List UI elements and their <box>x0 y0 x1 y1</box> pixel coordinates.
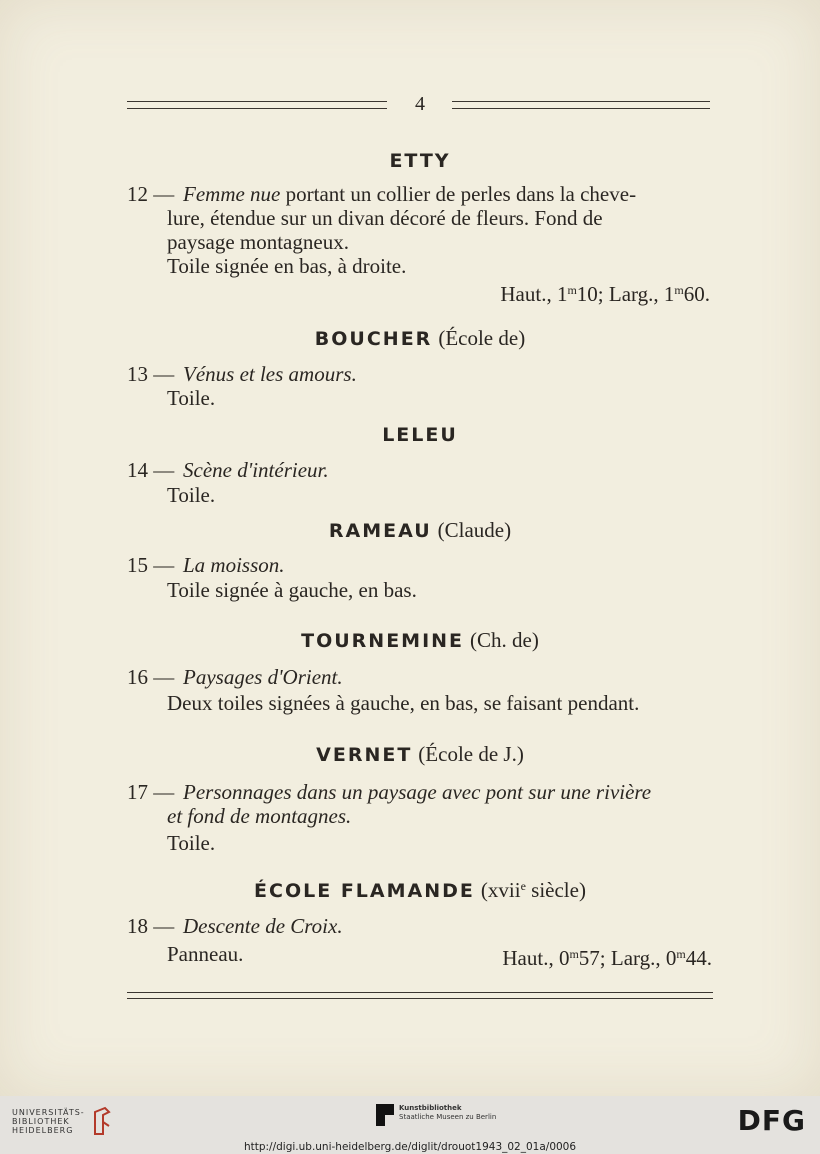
entry-description-line: paysage montagneux. <box>167 230 349 254</box>
artist-qualifier: (École de J.) <box>418 742 524 766</box>
catalog-entry-17 <box>127 780 651 804</box>
catalog-entry-18 <box>127 914 343 938</box>
catalog-entry-12 <box>127 182 636 206</box>
entry-description-line: Toile signée en bas, à droite. <box>167 254 407 278</box>
artist-heading-rameau <box>0 518 820 543</box>
entry-description-line: Toile signée à gauche, en bas. <box>167 578 417 602</box>
artist-name: ETTY <box>389 150 451 172</box>
artist-qualifier: (xvii$^e$ siècle) <box>480 878 586 902</box>
university-line: UNIVERSITÄTS- <box>12 1107 85 1117</box>
entry-title: Vénus et les amours. <box>183 362 357 386</box>
catalog-entry-14 <box>127 458 329 482</box>
artist-heading-ecole-flamande <box>0 878 820 903</box>
university-line: HEIDELBERG <box>12 1125 74 1135</box>
entry-description-line: Toile. <box>167 483 216 507</box>
entry-title-rest: portant un collier de perles dans la cheve- <box>280 182 637 206</box>
permalink-url[interactable]: http://digi.ub.uni-heidelberg.de/diglit/drouot1943_02_01a/0006 <box>243 1141 577 1153</box>
artist-heading-boucher <box>0 326 820 351</box>
entry-title: La moisson. <box>183 553 285 577</box>
artist-heading-etty <box>0 148 820 172</box>
entry-dimensions: Haut., 0$^m$57; Larg., 0$^m$44. <box>502 946 712 970</box>
artist-name: RAMEAU <box>328 520 432 542</box>
page-number: 4 <box>415 93 425 115</box>
artist-qualifier: (Claude) <box>437 518 512 542</box>
artist-heading-tournemine <box>0 628 820 653</box>
heidelberg-seal-icon <box>91 1106 113 1136</box>
artist-name: BOUCHER <box>314 328 433 350</box>
entry-number: 14 — <box>127 458 175 482</box>
heidelberg-library-logo[interactable] <box>12 1106 113 1136</box>
entry-description-line: Toile. <box>167 831 216 855</box>
artist-name: VERNET <box>316 744 413 766</box>
kunstbibliothek-logo[interactable] <box>376 1104 496 1126</box>
library-name: Kunstbibliothek <box>399 1104 462 1112</box>
catalog-entry-15 <box>127 553 285 577</box>
entry-number: 15 — <box>127 553 175 577</box>
entry-number: 12 — <box>127 182 175 206</box>
university-line: BIBLIOTHEK <box>12 1116 70 1126</box>
entry-description-line: Deux toiles signées à gauche, en bas, se faisant pendant. <box>167 691 640 715</box>
entry-title: Scène d'intérieur. <box>183 458 329 482</box>
entry-number: 16 — <box>127 665 175 689</box>
entry-title: Descente de Croix. <box>183 914 343 938</box>
artist-name: LELEU <box>382 424 458 446</box>
entry-dimensions: Haut., 1$^m$10; Larg., 1$^m$60. <box>500 282 710 306</box>
entry-number: 13 — <box>127 362 175 386</box>
kunstbibliothek-mark-icon <box>376 1104 394 1126</box>
entry-description-line: Toile. <box>167 386 216 410</box>
library-subtitle: Staatliche Museen zu Berlin <box>399 1113 497 1121</box>
dfg-logo[interactable]: DFG <box>737 1104 806 1137</box>
artist-heading-vernet <box>0 742 820 767</box>
artist-heading-leleu <box>0 422 820 446</box>
artist-qualifier: (École de) <box>438 326 526 350</box>
catalog-entry-16 <box>127 665 343 689</box>
artist-name: TOURNEMINE <box>301 630 465 652</box>
entry-number: 18 — <box>127 914 175 938</box>
catalog-entry-13 <box>127 362 357 386</box>
header-rule-right <box>452 101 710 109</box>
entry-title: Personnages dans un paysage avec pont sur une rivière <box>183 780 652 804</box>
header-rule-left <box>127 101 387 109</box>
entry-number: 17 — <box>127 780 175 804</box>
entry-description-line: Panneau. <box>167 942 244 966</box>
entry-title: Femme nue <box>183 182 281 206</box>
artist-qualifier: (Ch. de) <box>470 628 539 652</box>
entry-title-continuation: et fond de montagnes. <box>167 804 352 828</box>
entry-description-line: lure, étendue sur un divan décoré de fleurs. Fond de <box>167 206 603 230</box>
footer-rule <box>127 992 713 999</box>
entry-title: Paysages d'Orient. <box>183 665 343 689</box>
artist-name: ÉCOLE FLAMANDE <box>254 880 475 902</box>
